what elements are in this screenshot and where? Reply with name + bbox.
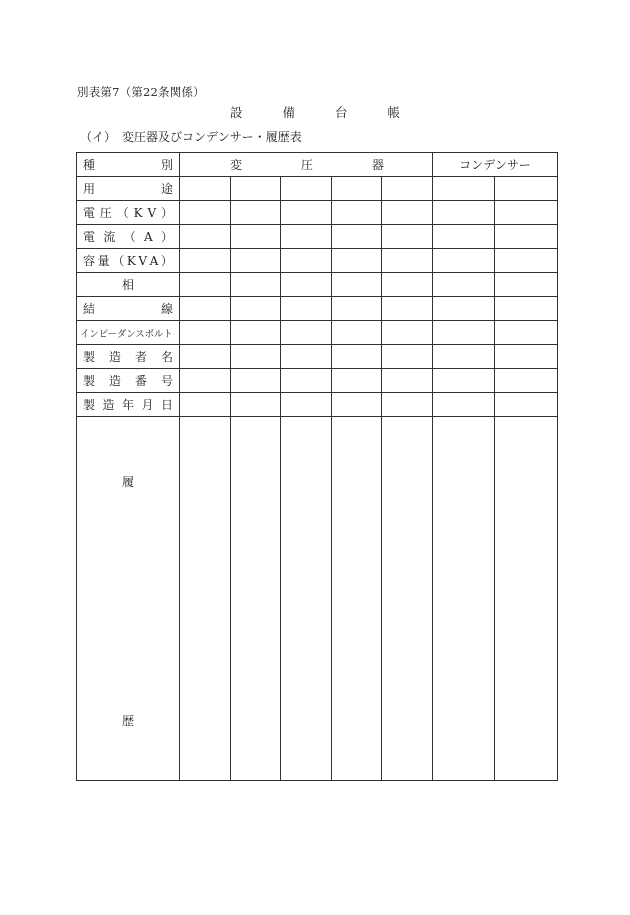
- data-cell[interactable]: [180, 273, 231, 297]
- data-cell[interactable]: [433, 273, 495, 297]
- data-cell[interactable]: [382, 393, 433, 417]
- data-cell[interactable]: [495, 321, 558, 345]
- data-cell[interactable]: [281, 177, 332, 201]
- data-cell[interactable]: [281, 273, 332, 297]
- table-row: [77, 345, 558, 369]
- data-cell[interactable]: [231, 393, 281, 417]
- label-char: 製: [83, 398, 96, 412]
- table-row: [77, 201, 558, 225]
- data-cell[interactable]: [332, 297, 382, 321]
- data-cell[interactable]: [180, 225, 231, 249]
- label-char: 造: [108, 374, 121, 388]
- header-kind-char: 別: [160, 158, 173, 172]
- data-cell[interactable]: [281, 201, 332, 225]
- row-label-current: [77, 225, 180, 249]
- label-char: K: [126, 253, 136, 268]
- data-cell[interactable]: [332, 393, 382, 417]
- label-char: 番: [134, 374, 147, 388]
- history-cell[interactable]: [382, 417, 433, 781]
- table-row: [77, 369, 558, 393]
- data-cell[interactable]: [433, 249, 495, 273]
- data-cell[interactable]: [231, 225, 281, 249]
- data-cell[interactable]: [231, 177, 281, 201]
- table-row: [77, 321, 558, 345]
- title-char: 設: [230, 105, 243, 120]
- row-label-serial-number: [77, 369, 180, 393]
- data-cell[interactable]: [433, 321, 495, 345]
- data-cell[interactable]: [382, 249, 433, 273]
- data-cell[interactable]: [433, 297, 495, 321]
- header-kind-cell: [77, 153, 180, 177]
- header-transformer-char: 器: [372, 158, 385, 172]
- label-char: V: [138, 253, 148, 268]
- data-cell[interactable]: [180, 177, 231, 201]
- data-cell[interactable]: [433, 177, 495, 201]
- data-cell[interactable]: [382, 273, 433, 297]
- data-cell[interactable]: [382, 345, 433, 369]
- table-row: [77, 393, 558, 417]
- data-cell[interactable]: [281, 249, 332, 273]
- data-cell[interactable]: [231, 345, 281, 369]
- data-cell[interactable]: [495, 177, 558, 201]
- data-cell[interactable]: [382, 369, 433, 393]
- table-row: [77, 225, 558, 249]
- label-char: V: [147, 205, 157, 220]
- data-cell[interactable]: [231, 273, 281, 297]
- data-cell[interactable]: [332, 321, 382, 345]
- table-row: [77, 177, 558, 201]
- label-char: 製: [83, 350, 96, 364]
- data-cell[interactable]: [180, 345, 231, 369]
- row-label-impedance-volt: インピーダンスボルト: [77, 321, 180, 345]
- label-char: 年: [121, 398, 134, 412]
- header-kind-char: 種: [83, 158, 96, 172]
- data-cell[interactable]: [433, 393, 495, 417]
- equipment-ledger-table: [76, 152, 558, 781]
- data-cell[interactable]: [231, 249, 281, 273]
- data-cell[interactable]: [332, 345, 382, 369]
- data-cell[interactable]: [180, 297, 231, 321]
- data-cell[interactable]: [382, 177, 433, 201]
- data-cell[interactable]: [495, 225, 558, 249]
- data-cell[interactable]: [281, 297, 332, 321]
- data-cell[interactable]: [332, 249, 382, 273]
- data-cell[interactable]: [382, 225, 433, 249]
- history-row: [77, 417, 558, 781]
- label-char: 用: [83, 182, 96, 196]
- data-cell[interactable]: [382, 297, 433, 321]
- label-char: ）: [160, 206, 173, 220]
- data-cell[interactable]: [180, 369, 231, 393]
- label-char: 線: [160, 302, 173, 316]
- row-label-voltage: [77, 201, 180, 225]
- history-cell[interactable]: [231, 417, 281, 781]
- row-label-usage: [77, 177, 180, 201]
- data-cell[interactable]: [382, 201, 433, 225]
- label-char: 造: [108, 350, 121, 364]
- title-char: 帳: [387, 105, 400, 120]
- data-cell[interactable]: [433, 201, 495, 225]
- row-label-phase: 相: [77, 273, 180, 297]
- header-transformer-char: 変: [230, 158, 243, 172]
- data-cell[interactable]: [281, 393, 332, 417]
- label-char: 日: [160, 398, 173, 412]
- data-cell[interactable]: [332, 273, 382, 297]
- data-cell[interactable]: [281, 321, 332, 345]
- header-row: [77, 153, 558, 177]
- header-condenser-cell: コンデンサー: [433, 153, 558, 177]
- document-title: [230, 103, 400, 121]
- label-char: 者: [134, 350, 147, 364]
- data-cell[interactable]: [495, 201, 558, 225]
- data-cell[interactable]: [433, 369, 495, 393]
- history-cell[interactable]: [281, 417, 332, 781]
- label-char: 電: [83, 230, 96, 244]
- row-label-capacity: [77, 249, 180, 273]
- data-cell[interactable]: [180, 393, 231, 417]
- history-cell[interactable]: [495, 417, 558, 781]
- data-cell[interactable]: [180, 321, 231, 345]
- data-cell[interactable]: [495, 345, 558, 369]
- label-char: K: [133, 205, 143, 220]
- data-cell[interactable]: [231, 321, 281, 345]
- table-row: [77, 297, 558, 321]
- label-char: A: [143, 229, 153, 244]
- label-char: A: [149, 253, 159, 268]
- data-cell[interactable]: [495, 273, 558, 297]
- table-row: [77, 249, 558, 273]
- reference-note: 別表第7（第22条関係）: [77, 85, 205, 99]
- history-cell[interactable]: [180, 417, 231, 781]
- label-char: 量: [97, 254, 110, 268]
- label-char: 途: [160, 182, 173, 196]
- label-char: 結: [83, 302, 96, 316]
- label-char: 名: [160, 350, 173, 364]
- label-char: ）: [160, 230, 173, 244]
- label-char: 電: [83, 206, 96, 220]
- data-cell[interactable]: [231, 369, 281, 393]
- data-cell[interactable]: [281, 369, 332, 393]
- label-char: （: [123, 230, 136, 244]
- label-char: （: [112, 254, 125, 268]
- label-char: 号: [160, 374, 173, 388]
- data-cell[interactable]: [382, 321, 433, 345]
- section-subtitle: （イ） 変圧器及びコンデンサー・履歴表: [80, 130, 302, 144]
- data-cell[interactable]: [332, 177, 382, 201]
- data-cell[interactable]: [495, 249, 558, 273]
- data-cell[interactable]: [332, 369, 382, 393]
- row-label-manufacturer: [77, 345, 180, 369]
- history-label-bottom: 歴: [121, 714, 134, 728]
- label-char: 圧: [99, 206, 112, 220]
- title-char: 台: [334, 105, 348, 120]
- data-cell[interactable]: [495, 369, 558, 393]
- row-label-wiring: [77, 297, 180, 321]
- history-label-cell: [77, 417, 180, 781]
- data-cell[interactable]: [180, 249, 231, 273]
- data-cell[interactable]: [281, 345, 332, 369]
- header-transformer-char: 圧: [301, 158, 314, 172]
- data-cell[interactable]: [231, 201, 281, 225]
- row-label-manufacture-date: [77, 393, 180, 417]
- data-cell[interactable]: [231, 297, 281, 321]
- data-cell[interactable]: [495, 297, 558, 321]
- title-char: 備: [282, 105, 295, 120]
- label-char: 製: [83, 374, 96, 388]
- history-cell[interactable]: [433, 417, 495, 781]
- label-char: ）: [160, 254, 173, 268]
- data-cell[interactable]: [433, 345, 495, 369]
- data-cell[interactable]: [332, 201, 382, 225]
- data-cell[interactable]: [281, 225, 332, 249]
- history-cell[interactable]: [332, 417, 382, 781]
- label-char: 造: [102, 398, 115, 412]
- label-char: （: [116, 206, 129, 220]
- data-cell[interactable]: [180, 201, 231, 225]
- data-cell[interactable]: [332, 225, 382, 249]
- data-cell[interactable]: [433, 225, 495, 249]
- table-row: [77, 273, 558, 297]
- label-char: 流: [103, 230, 116, 244]
- label-char: 月: [141, 398, 154, 412]
- header-transformer-cell: [180, 153, 433, 177]
- data-cell[interactable]: [495, 393, 558, 417]
- label-char: 容: [83, 254, 96, 268]
- history-label-top: 履: [121, 475, 134, 489]
